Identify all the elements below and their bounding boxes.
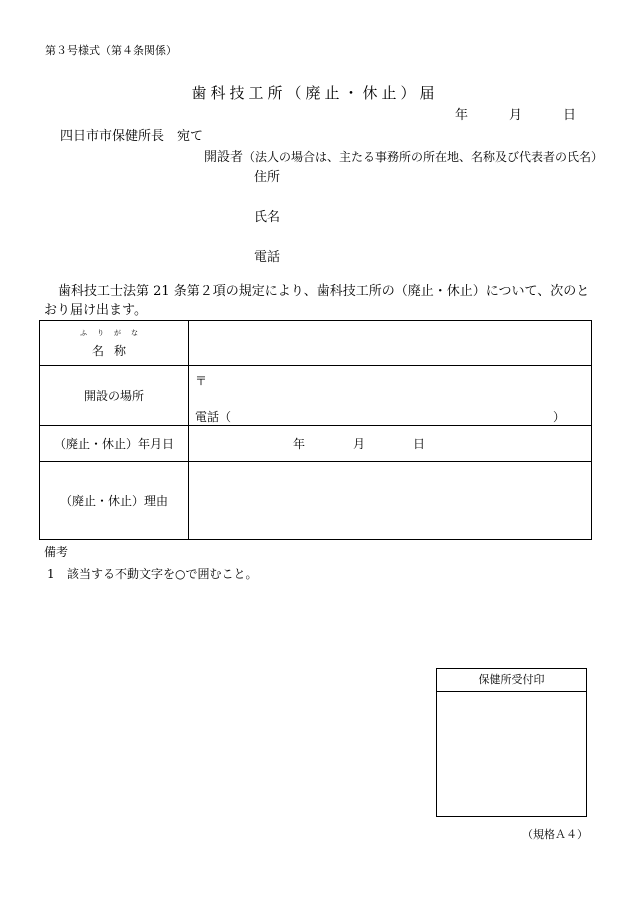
table-date-day: 日 <box>413 437 426 451</box>
table-row-name <box>40 321 592 366</box>
table-row-location <box>40 366 592 426</box>
form-number: 第３号様式（第４条関係） <box>45 44 177 57</box>
date-label: （廃止・休止）年月日 <box>40 426 189 462</box>
date-line <box>455 104 576 123</box>
reception-stamp-box <box>436 668 587 817</box>
name-label: 名称 <box>91 344 136 358</box>
founder-row <box>204 146 603 165</box>
table-date-year: 年 <box>293 437 306 451</box>
note-item <box>47 565 257 582</box>
founder-note: （法人の場合は、主たる事務所の所在地、名称及び代表者の氏名） <box>243 150 604 164</box>
founder-tel-label: 電話 <box>254 250 281 265</box>
table-date-month: 月 <box>353 437 366 451</box>
name-furigana: ふりがな <box>80 329 148 337</box>
founder-label: 開設者 <box>204 150 244 165</box>
table-row-reason <box>40 462 592 540</box>
date-month-label: 月 <box>509 108 523 123</box>
reason-input-cell[interactable] <box>189 462 592 540</box>
note-number: 1 <box>47 567 55 581</box>
location-tel-close: ） <box>552 410 565 424</box>
date-input-cell[interactable] <box>189 426 592 462</box>
founder-name-label: 氏名 <box>254 210 281 225</box>
founder-address-label: 住所 <box>254 170 281 185</box>
name-label-cell <box>40 321 189 366</box>
postal-mark: 〒 <box>195 374 208 388</box>
stamp-box-title: 保健所受付印 <box>437 669 586 692</box>
table-row-date <box>40 426 592 462</box>
notification-table <box>39 320 592 540</box>
notes-heading: 備考 <box>44 545 69 559</box>
note-text: 該当する不動文字を○で囲むこと。 <box>67 567 258 581</box>
location-tel-label: 電話（ <box>195 410 232 424</box>
location-input-cell[interactable] <box>189 366 592 426</box>
body-text: 歯科技工士法第 21 条第２項の規定により、歯科技工所の（廃止・休止）について、次のとおり届け出ます。 <box>44 284 590 318</box>
location-label: 開設の場所 <box>40 366 189 426</box>
size-spec: （規格Ａ４） <box>522 828 588 841</box>
date-year-label: 年 <box>455 108 469 123</box>
addressee: 四日市市保健所長 宛て <box>60 129 204 144</box>
document-title: 歯科技工所（廃止・休止）届 <box>191 84 439 102</box>
name-input-cell[interactable] <box>189 321 592 366</box>
date-day-label: 日 <box>563 108 577 123</box>
reason-label: （廃止・休止）理由 <box>40 462 189 540</box>
